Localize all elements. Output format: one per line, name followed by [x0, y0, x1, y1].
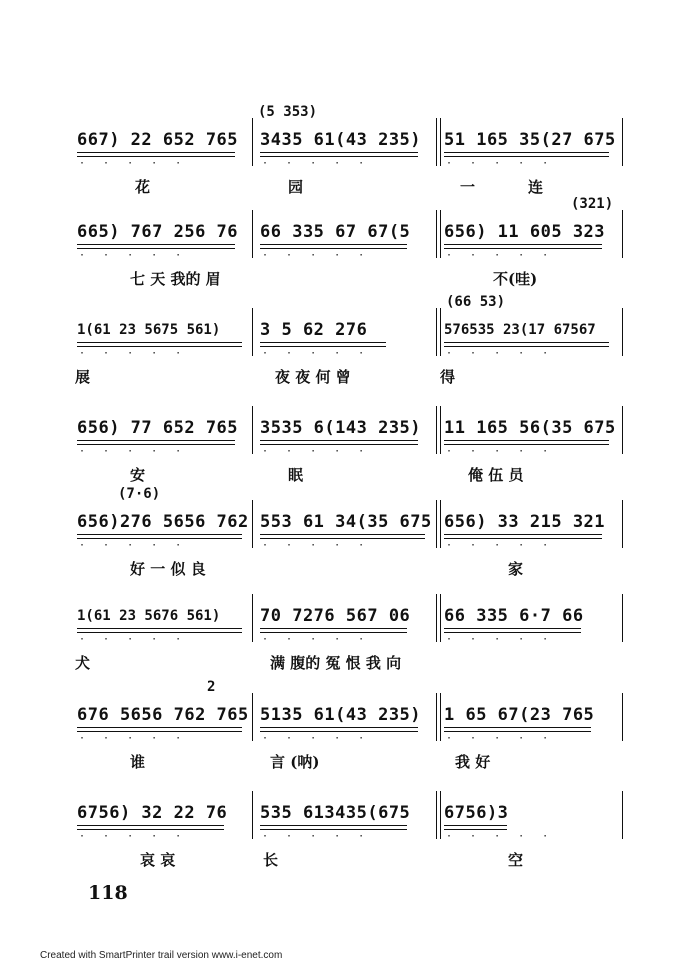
beam-underline: [77, 248, 235, 249]
lyric-text: 空: [508, 851, 524, 869]
notation-measures: 665) 767 256 76: [77, 222, 239, 242]
page-number: 118: [88, 882, 128, 904]
lyric-text: 不(哇): [493, 270, 538, 288]
octave-dots: · · · · ·: [79, 250, 188, 261]
lyric-text: 安: [130, 466, 146, 484]
octave-dots: · · · · ·: [79, 158, 188, 169]
beam-underline: [77, 829, 224, 830]
lyric-text: 园: [288, 178, 304, 196]
barline: [622, 791, 623, 839]
beam-underline: [77, 244, 235, 245]
octave-dots: · · · · ·: [79, 831, 188, 842]
notation-measures: 3535 6(143 235): [260, 418, 422, 438]
beam-underline: [77, 440, 235, 441]
octave-dots: · · · · ·: [262, 250, 371, 261]
beam-underline: [260, 342, 386, 343]
beam-underline: [444, 632, 581, 633]
notation-measures: 656)276 5656 762: [77, 512, 249, 532]
beam-underline: [260, 534, 425, 535]
notation-measures: 6756) 32 22 76: [77, 803, 228, 823]
octave-dots: · · · · ·: [446, 446, 555, 457]
lyric-text: 长: [263, 851, 279, 869]
beam-underline: [77, 628, 242, 629]
beam-underline: [444, 244, 602, 245]
barline: [622, 693, 623, 741]
octave-dots: · · · · ·: [79, 348, 188, 359]
octave-dots: · · · · ·: [446, 831, 555, 842]
barline: [436, 594, 441, 642]
notation-measures: 66 335 6·7 66: [444, 606, 584, 626]
beam-underline: [260, 152, 418, 153]
octave-dots: · · · · ·: [262, 831, 371, 842]
notation-measures: 5135 61(43 235): [260, 705, 422, 725]
beam-underline: [444, 156, 609, 157]
lyric-text: 满 腹的 冤 恨 我 向: [270, 654, 402, 672]
lyric-text: 哀 哀: [140, 851, 176, 869]
ornament-annotation: 2: [207, 679, 216, 695]
barline: [252, 406, 253, 454]
beam-underline: [444, 444, 609, 445]
barline: [252, 308, 253, 356]
beam-underline: [260, 538, 425, 539]
octave-dots: · · · · ·: [79, 733, 188, 744]
beam-underline: [260, 444, 418, 445]
beam-underline: [77, 727, 242, 728]
beam-underline: [77, 444, 235, 445]
beam-underline: [444, 731, 591, 732]
octave-dots: · · · · ·: [446, 540, 555, 551]
lyric-text: 得: [440, 368, 456, 386]
lyric-text: 犬: [75, 654, 91, 672]
octave-dots: · · · · ·: [262, 634, 371, 645]
ornament-annotation: (66 53): [446, 294, 506, 310]
notation-measures: 70 7276 567 06: [260, 606, 411, 626]
ornament-annotation: (321): [571, 196, 614, 212]
notation-measures: 1 65 67(23 765: [444, 705, 595, 725]
notation-measures: 66 335 67 67(5: [260, 222, 411, 242]
octave-dots: · · · · ·: [79, 446, 188, 457]
beam-underline: [444, 628, 581, 629]
lyric-text: 一: [460, 178, 476, 196]
ornament-annotation: (5 353): [258, 104, 318, 120]
barline: [436, 118, 441, 166]
lyric-text: 花: [135, 178, 151, 196]
beam-underline: [77, 342, 242, 343]
beam-underline: [77, 346, 242, 347]
beam-underline: [444, 825, 507, 826]
notation-measures: 656) 77 652 765: [77, 418, 239, 438]
beam-underline: [260, 829, 407, 830]
beam-underline: [77, 152, 235, 153]
lyric-text: 谁: [130, 753, 146, 771]
beam-underline: [260, 156, 418, 157]
notation-measures: 3435 61(43 235): [260, 130, 422, 150]
footer-watermark: Created with SmartPrinter trail version www.i-enet.com: [40, 950, 283, 961]
barline: [436, 693, 441, 741]
notation-measures: 576535 23(17 67567: [444, 322, 596, 338]
beam-underline: [444, 346, 609, 347]
beam-underline: [260, 825, 407, 826]
barline: [622, 594, 623, 642]
notation-measures: 11 165 56(35 675: [444, 418, 616, 438]
lyric-text: 眠: [288, 466, 304, 484]
notation-measures: 553 61 34(35 675: [260, 512, 432, 532]
beam-underline: [444, 829, 507, 830]
notation-measures: 535 613435(675: [260, 803, 411, 823]
beam-underline: [260, 346, 386, 347]
beam-underline: [260, 628, 407, 629]
barline: [622, 210, 623, 258]
notation-measures: 656) 11 605 323: [444, 222, 606, 242]
octave-dots: · · · · ·: [79, 540, 188, 551]
lyric-text: 好 一 似 良: [130, 560, 206, 578]
notation-measures: 51 165 35(27 675: [444, 130, 616, 150]
lyric-text: 夜 夜 何 曾: [275, 368, 351, 386]
beam-underline: [444, 534, 602, 535]
lyric-text: 我 好: [455, 753, 491, 771]
beam-underline: [260, 244, 407, 245]
octave-dots: · · · · ·: [79, 634, 188, 645]
barline: [436, 500, 441, 548]
barline: [436, 406, 441, 454]
beam-underline: [260, 727, 418, 728]
beam-underline: [77, 534, 242, 535]
octave-dots: · · · · ·: [446, 158, 555, 169]
barline: [622, 406, 623, 454]
octave-dots: · · · · ·: [262, 348, 371, 359]
barline: [252, 594, 253, 642]
beam-underline: [444, 727, 591, 728]
barline: [252, 118, 253, 166]
octave-dots: · · · · ·: [262, 446, 371, 457]
octave-dots: · · · · ·: [446, 250, 555, 261]
beam-underline: [77, 731, 242, 732]
octave-dots: · · · · ·: [446, 634, 555, 645]
beam-underline: [260, 731, 418, 732]
beam-underline: [77, 632, 242, 633]
beam-underline: [444, 440, 609, 441]
barline: [252, 210, 253, 258]
beam-underline: [444, 538, 602, 539]
barline: [436, 791, 441, 839]
beam-underline: [444, 152, 609, 153]
beam-underline: [444, 248, 602, 249]
notation-measures: 3 5 62 276: [260, 320, 368, 340]
barline: [436, 210, 441, 258]
notation-measures: 656) 33 215 321: [444, 512, 606, 532]
beam-underline: [77, 825, 224, 826]
notation-measures: 1(61 23 5675 561): [77, 322, 221, 338]
barline: [252, 791, 253, 839]
beam-underline: [77, 156, 235, 157]
octave-dots: · · · · ·: [262, 733, 371, 744]
octave-dots: · · · · ·: [262, 540, 371, 551]
octave-dots: · · · · ·: [446, 348, 555, 359]
lyric-text: 家: [508, 560, 524, 578]
ornament-annotation: (7·6): [118, 486, 161, 502]
beam-underline: [260, 440, 418, 441]
barline: [436, 308, 441, 356]
notation-measures: 676 5656 762 765: [77, 705, 249, 725]
octave-dots: · · · · ·: [446, 733, 555, 744]
lyric-text: 言 (呐): [270, 753, 320, 771]
lyric-text: 展: [75, 368, 91, 386]
octave-dots: · · · · ·: [262, 158, 371, 169]
beam-underline: [444, 342, 609, 343]
barline: [252, 693, 253, 741]
barline: [622, 308, 623, 356]
notation-measures: 1(61 23 5676 561): [77, 608, 221, 624]
lyric-text: 连: [528, 178, 544, 196]
lyric-text: 俺 伍 员: [468, 466, 524, 484]
beam-underline: [260, 248, 407, 249]
barline: [622, 118, 623, 166]
barline: [252, 500, 253, 548]
notation-measures: 6756)3: [444, 803, 509, 823]
notation-measures: 667) 22 652 765: [77, 130, 239, 150]
lyric-text: 七 天 我的 眉: [130, 270, 221, 288]
beam-underline: [77, 538, 242, 539]
beam-underline: [260, 632, 407, 633]
barline: [622, 500, 623, 548]
